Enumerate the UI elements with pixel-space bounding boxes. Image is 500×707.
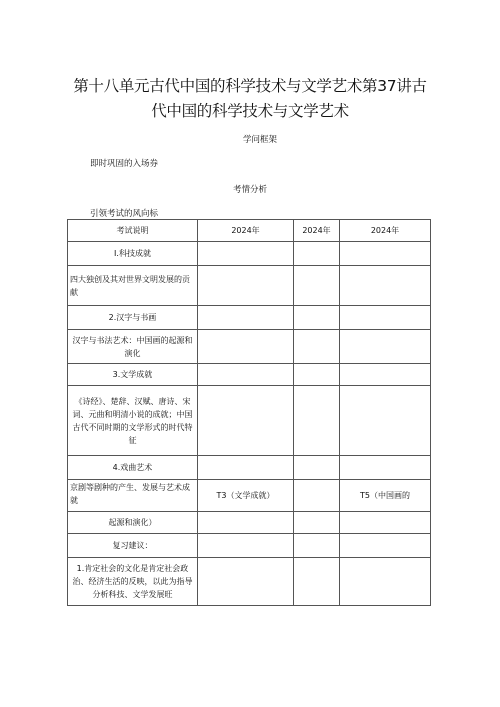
table-cell: 3.文学成就	[68, 364, 198, 386]
table-cell	[198, 386, 294, 456]
table-cell	[340, 534, 431, 558]
table-cell	[340, 456, 431, 480]
table-cell	[198, 330, 294, 364]
table-cell	[340, 364, 431, 386]
table-cell: 复习建议：	[68, 534, 198, 558]
table-cell	[198, 266, 294, 306]
table-row	[68, 306, 431, 330]
table-cell	[340, 330, 431, 364]
table-cell: 汉字与书法艺术：中国画的起源和演化	[68, 330, 198, 364]
table-cell: 2.汉字与书画	[68, 306, 198, 330]
header-cell: 2024年	[294, 220, 340, 242]
table-cell	[294, 364, 340, 386]
table-row	[68, 242, 431, 266]
section-consolidate: 即时巩固的入场券	[90, 159, 159, 169]
table-cell	[294, 266, 340, 306]
table-cell	[294, 242, 340, 266]
table-cell	[198, 558, 294, 606]
table-row	[68, 386, 431, 456]
table-cell: I.科技成就	[68, 242, 198, 266]
table-cell: 起源和演化）	[68, 512, 198, 534]
table-cell	[198, 242, 294, 266]
exam-analysis-table	[67, 219, 431, 606]
table-cell	[294, 512, 340, 534]
table-cell	[294, 386, 340, 456]
table-cell	[198, 534, 294, 558]
table-row	[68, 266, 431, 306]
header-cell: 2024年	[340, 220, 431, 242]
table-cell	[294, 456, 340, 480]
section-guide: 引领考试的风向标	[90, 209, 159, 219]
table-row	[68, 534, 431, 558]
table-cell	[340, 512, 431, 534]
table-cell	[294, 558, 340, 606]
table-cell: 京剧等剧种的产生、发展与艺术成就	[68, 480, 198, 512]
table-cell	[340, 306, 431, 330]
section-framework: 学问框架	[242, 135, 277, 145]
table-row	[68, 364, 431, 386]
table-cell	[340, 558, 431, 606]
table-cell	[198, 364, 294, 386]
table-cell: 1.肯定社会的文化是肯定社会政治、经济生活的反映，以此为指导分析科技、文学发展旺	[68, 558, 198, 606]
table-cell	[340, 242, 431, 266]
table-cell: 四大独创及其对世界文明发展的贡献	[68, 266, 198, 306]
table-header-row	[68, 220, 431, 242]
table-cell: 《诗经》、楚辞、汉赋、唐诗、宋词、元曲和明清小说的成就；中国古代不同时期的文学形式的时代特征	[68, 386, 198, 456]
table-cell: 4.戏曲艺术	[68, 456, 198, 480]
table-cell	[198, 306, 294, 330]
page-title: 第十八单元古代中国的科学技术与文学艺术第37讲古代中国的科学技术与文学艺术	[73, 77, 427, 120]
table-cell	[294, 480, 340, 512]
header-cell: 考试说明	[68, 220, 198, 242]
table-cell	[294, 534, 340, 558]
header-cell: 2024年	[198, 220, 294, 242]
table-cell	[198, 512, 294, 534]
table-cell	[340, 266, 431, 306]
table-row	[68, 480, 431, 512]
table-row	[68, 512, 431, 534]
table-cell	[340, 386, 431, 456]
table-cell	[294, 330, 340, 364]
table-row	[68, 456, 431, 480]
table-cell	[198, 456, 294, 480]
table-row	[68, 330, 431, 364]
table-cell	[294, 306, 340, 330]
table-row	[68, 558, 431, 606]
table-cell: T3（文学成就）	[198, 480, 294, 512]
section-analysis: 考情分析	[232, 185, 267, 195]
table-cell: T5（中国画的	[340, 480, 431, 512]
